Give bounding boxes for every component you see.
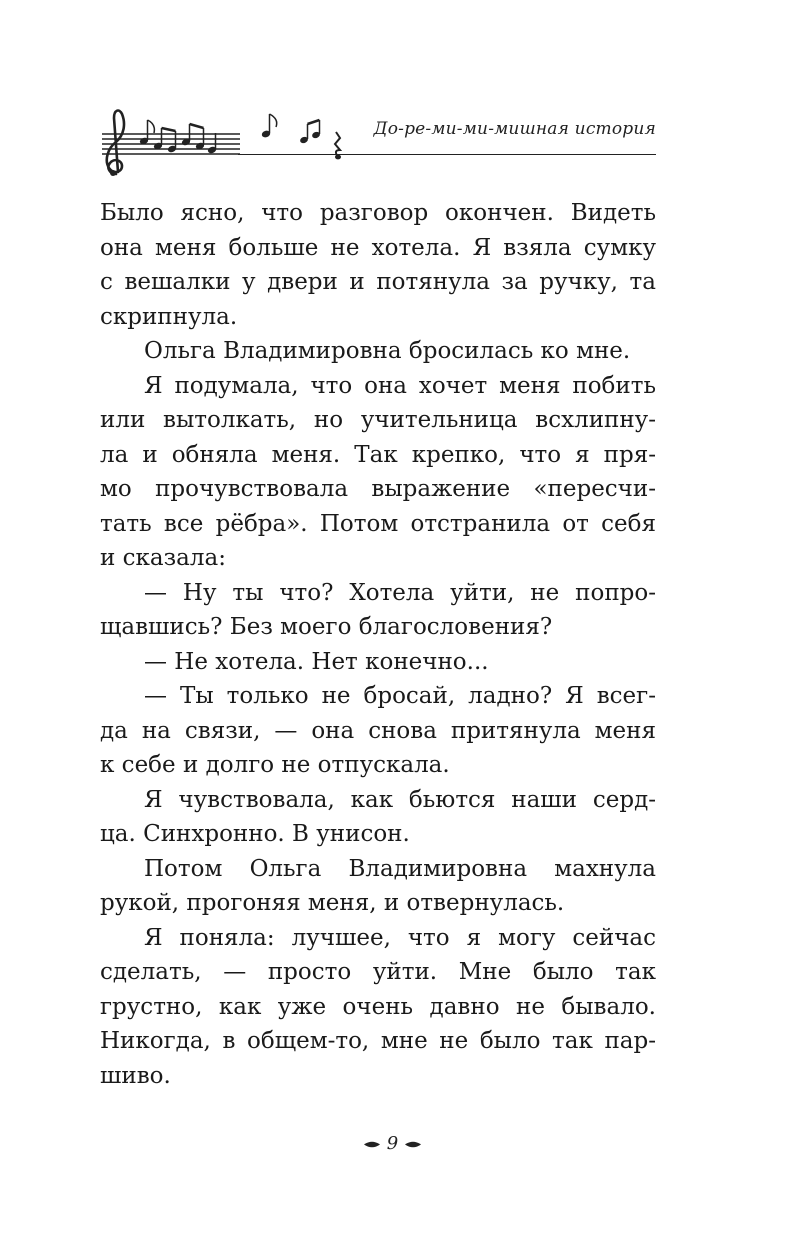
text-line: шиво. xyxy=(100,1062,171,1089)
text-line: и сказала: xyxy=(100,545,226,571)
page-footer xyxy=(0,1133,785,1154)
text-line: Потом Ольга Владимировна махнула xyxy=(144,855,656,882)
text-line: она меня больше не хотела. Я взяла сумку xyxy=(100,234,656,261)
text-line: с вешалки у двери и потянула за ручку, та xyxy=(100,269,656,295)
body-text xyxy=(100,196,656,1093)
text-line: — Ну ты что? Хотела уйти, не попро- xyxy=(144,579,656,606)
header-rule xyxy=(238,154,656,155)
text-line: да на связи, — она снова притянула меня xyxy=(100,717,656,744)
running-header-title: До-ре-ми-ми-мишная история xyxy=(373,119,656,139)
text-line: Я чувствовала, как бьются наши серд- xyxy=(144,786,656,813)
text-line: к себе и долго не отпускала. xyxy=(100,752,450,778)
text-line: — Ты только не бросай, ладно? Я всег- xyxy=(144,683,656,709)
text-line: ла и обняла меня. Так крепко, что я пря- xyxy=(100,441,656,468)
text-line: Ольга Владимировна бросилась ко мне. xyxy=(144,338,631,364)
text-line: — Не хотела. Нет конечно... xyxy=(144,648,489,675)
text-line: ца. Синхронно. В унисон. xyxy=(100,821,410,847)
text-line: скрипнула. xyxy=(100,303,238,330)
text-line: или вытолкать, но учительница всхлипну- xyxy=(100,407,656,433)
text-line: Никогда, в общем-то, мне не было так пар- xyxy=(100,1028,656,1054)
text-line: Я подумала, что она хочет меня побить xyxy=(144,372,656,399)
leaf-ornament-icon xyxy=(363,1140,381,1149)
page-number: 9 xyxy=(386,1133,399,1154)
text-line: рукой, прогоняя меня, и отвернулась. xyxy=(100,890,565,916)
text-line: тать все рёбра». Потом отстранила от себя xyxy=(100,510,656,537)
text-line: Было ясно, что разговор окончен. Видеть xyxy=(100,200,656,226)
text-line: мо прочувствовала выражение «пересчи- xyxy=(100,476,656,502)
text-line: Я поняла: лучшее, что я могу сейчас xyxy=(144,924,656,951)
running-header xyxy=(100,100,656,186)
text-line: сделать, — просто уйти. Мне было так xyxy=(100,959,656,985)
leaf-ornament-icon xyxy=(404,1140,422,1149)
music-staff-notes-icon xyxy=(100,100,360,186)
text-line: грустно, как уже очень давно не бывало. xyxy=(100,993,656,1020)
text-line: щавшись? Без моего благословения? xyxy=(100,614,553,640)
